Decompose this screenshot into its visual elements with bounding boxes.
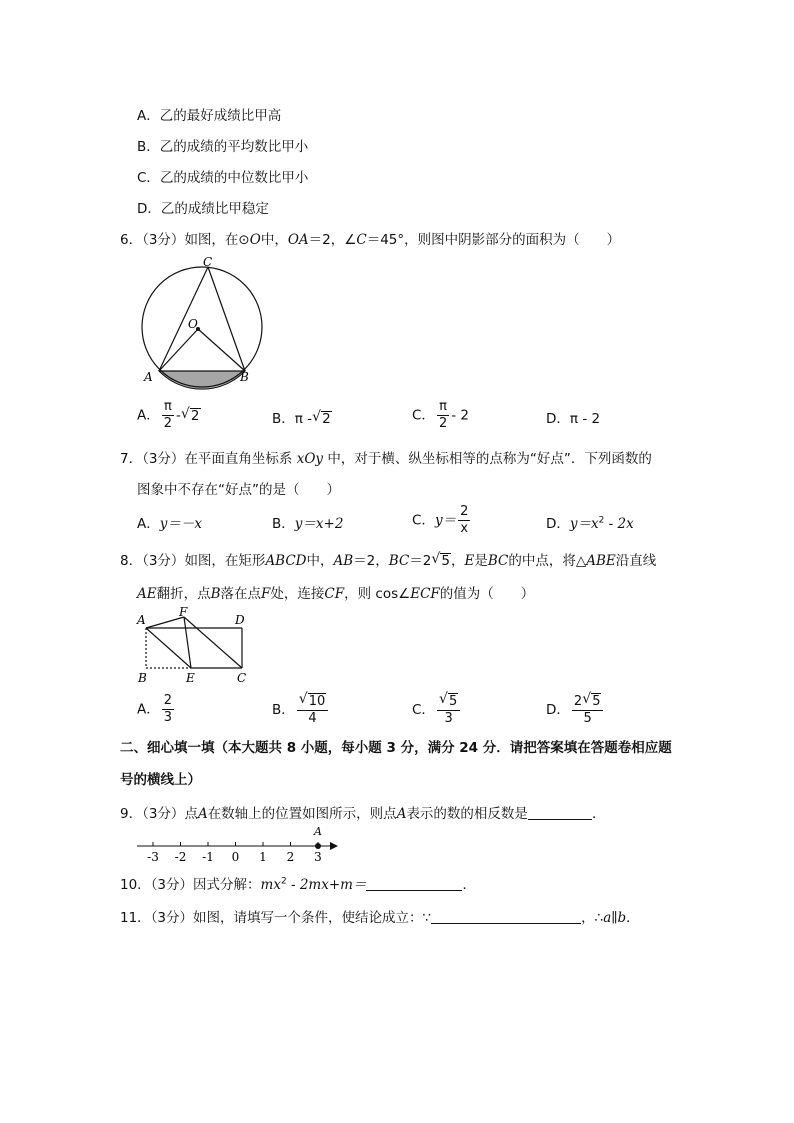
axis-tick-label: 0 <box>231 850 240 864</box>
q9-number-line <box>134 822 340 866</box>
segment-fc <box>184 617 242 668</box>
q8-option-d: D． $\frac{2√ 5}{5}$ <box>546 693 605 727</box>
q10-answer-blank[interactable] <box>366 876 462 891</box>
q6-option-b: B．π -√ 2 <box>272 407 332 427</box>
label-a: A <box>144 370 153 384</box>
q7-stem-line2: 图象中不存在“好点”的是（ ） <box>137 482 340 498</box>
axis-arrow <box>330 842 338 850</box>
q7-option-c: C．y＝ $\frac{2}{x}$ <box>412 504 469 536</box>
q8-stem-line2: AE翻折，点B落在点F处，连接CF，则 cos∠ECF的值为（ ） <box>137 586 535 602</box>
q9-stem: 9．（3分）点A在数轴上的位置如图所示，则点A表示的数的相反数是 ． <box>120 806 606 822</box>
q5-option-c: C．乙的成绩的中位数比甲小 <box>137 170 309 186</box>
chord-ca <box>159 267 208 371</box>
section2-header-line1: 二、细心填一填（本大题共 8 小题，每小题 3 分，满分 24 分．请把答案填在答题卷相应题 <box>120 740 672 756</box>
q6-option-c: C． $\frac{\pi}{2}$ - 2 <box>412 399 469 431</box>
label-a: A <box>137 613 146 627</box>
q5-option-a: A．乙的最好成绩比甲高 <box>137 108 282 124</box>
segment-ae <box>146 628 191 668</box>
radius-oa <box>159 329 198 371</box>
label-d: D <box>235 613 245 627</box>
axis-tick-label: -1 <box>202 850 214 864</box>
point-a-label: A <box>314 825 322 838</box>
q8-option-a: A． $\frac{2}{3}$ <box>137 693 173 725</box>
q7-stem-line1: 7．（3分）在平面直角坐标系 xOy 中，对于横、纵坐标相等的点称为“好点”．下列函数的 <box>120 451 652 467</box>
label-b: B <box>240 370 249 384</box>
q5-option-d: D．乙的成绩比甲稳定 <box>137 201 269 217</box>
q8-rectangle-figure <box>134 604 254 686</box>
q11-answer-blank[interactable] <box>431 909 581 924</box>
q8-option-b: B． √ $\frac{10}{4}$ <box>272 693 330 727</box>
axis-tick-label: -3 <box>147 850 159 864</box>
q8-option-c: C． √ $\frac{5}{3}$ <box>412 693 462 727</box>
q7-option-b: B．y＝x+2 <box>272 516 344 532</box>
q10-stem: 10．（3分）因式分解：$mx^2 - 2mx+m=$ ． <box>120 876 476 893</box>
point-a-dot <box>315 843 321 849</box>
label-e: E <box>186 671 195 685</box>
q7-option-a: A．y＝－x <box>137 516 202 532</box>
chord-cb <box>208 267 245 371</box>
axis-tick-label: 2 <box>286 850 295 864</box>
q7-option-d: D．$y=x^2 - 2x$ <box>546 515 634 532</box>
label-f: F <box>179 605 188 619</box>
label-o: O <box>188 317 198 331</box>
section2-header-line2: 号的横线上） <box>120 772 201 788</box>
q6-circle-figure <box>130 252 270 392</box>
label-c: C <box>237 671 247 685</box>
q6-option-d: D．π - 2 <box>546 411 601 427</box>
q8-stem-line1: 8．（3分）如图，在矩形ABCD中，AB＝2，BC＝2√ 5，E是BC的中点，将△ABE沿直线 <box>120 549 656 569</box>
q5-option-b: B．乙的成绩的平均数比甲小 <box>137 139 309 155</box>
label-b: B <box>138 671 147 685</box>
segment-fe <box>184 617 191 668</box>
axis-tick-label: 3 <box>314 850 322 864</box>
axis-tick-label: -2 <box>174 850 187 864</box>
q11-stem: 11．（3分）如图，请填写一个条件，使结论成立：∵ ，∴a∥b． <box>120 910 640 926</box>
q9-answer-blank[interactable] <box>528 805 592 820</box>
q6-option-a: A． $\frac{\pi}{2}$ -√ 2 <box>137 399 201 432</box>
q6-stem: 6．（3分）如图，在⊙O中，OA＝2，∠C＝45°，则图中阴影部分的面积为（ ） <box>120 232 621 248</box>
label-c: C <box>203 255 213 269</box>
axis-ticks <box>147 842 322 864</box>
axis-tick-label: 1 <box>259 850 267 864</box>
